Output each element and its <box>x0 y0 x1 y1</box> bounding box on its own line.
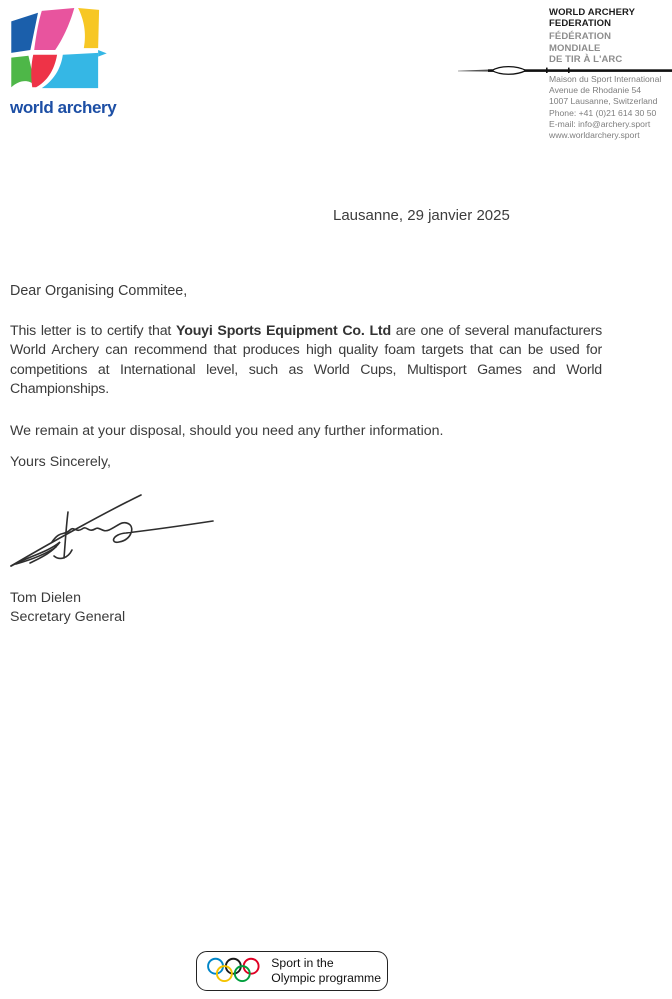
olympic-badge-label <box>271 956 381 985</box>
address-line: 1007 Lausanne, Switzerland <box>549 96 658 107</box>
world-archery-logo-icon <box>10 8 108 92</box>
certification-paragraph <box>10 322 602 399</box>
org-name-fr <box>549 31 669 65</box>
address-line: www.worldarchery.sport <box>549 130 640 141</box>
company-name: Youyi Sports Equipment Co. Ltd <box>176 323 391 339</box>
olympic-badge-label-line: Olympic programme <box>271 971 381 985</box>
signer-title: Secretary General <box>10 609 126 625</box>
org-name-en <box>549 7 669 29</box>
closing-line: Yours Sincerely, <box>10 454 111 470</box>
olympic-rings-icon <box>206 955 263 987</box>
date-line: Lausanne, 29 janvier 2025 <box>333 207 510 224</box>
org-title-block <box>549 7 669 65</box>
org-name-en-line: FEDERATION <box>549 18 612 30</box>
address-line: Phone: +41 (0)21 614 30 50 <box>549 107 657 118</box>
signature-image <box>8 486 220 572</box>
org-name-fr-line: MONDIALE <box>549 42 601 54</box>
olympic-programme-badge <box>196 951 388 991</box>
world-archery-logo <box>10 8 120 118</box>
org-name-fr-line: DE TIR À L'ARC <box>549 53 623 65</box>
org-name-en-line: WORLD ARCHERY <box>549 7 636 18</box>
body-text: are one of several manufacturers World Archery can recommend that produces high quality foam targets that can be used for competitions at International level, such as World Cups, Multisport Games and World Championships. <box>10 323 603 397</box>
salutation: Dear Organising Commitee, <box>10 283 188 299</box>
org-name-fr-line: FÉDÉRATION <box>549 31 612 43</box>
disposal-paragraph: We remain at your disposal, should you need any further information. <box>10 423 444 439</box>
address-block <box>549 74 672 141</box>
address-line: E-mail: info@archery.sport <box>549 118 651 129</box>
signoff-block <box>10 589 125 627</box>
signer-name: Tom Dielen <box>10 590 81 606</box>
address-line: Avenue de Rhodanie 54 <box>549 85 642 96</box>
body-text: This letter is to certify that <box>10 323 177 339</box>
world-archery-wordmark: world archery <box>10 98 117 117</box>
address-line: Maison du Sport International <box>549 74 662 84</box>
olympic-badge-label-line: Sport in the <box>271 956 334 971</box>
